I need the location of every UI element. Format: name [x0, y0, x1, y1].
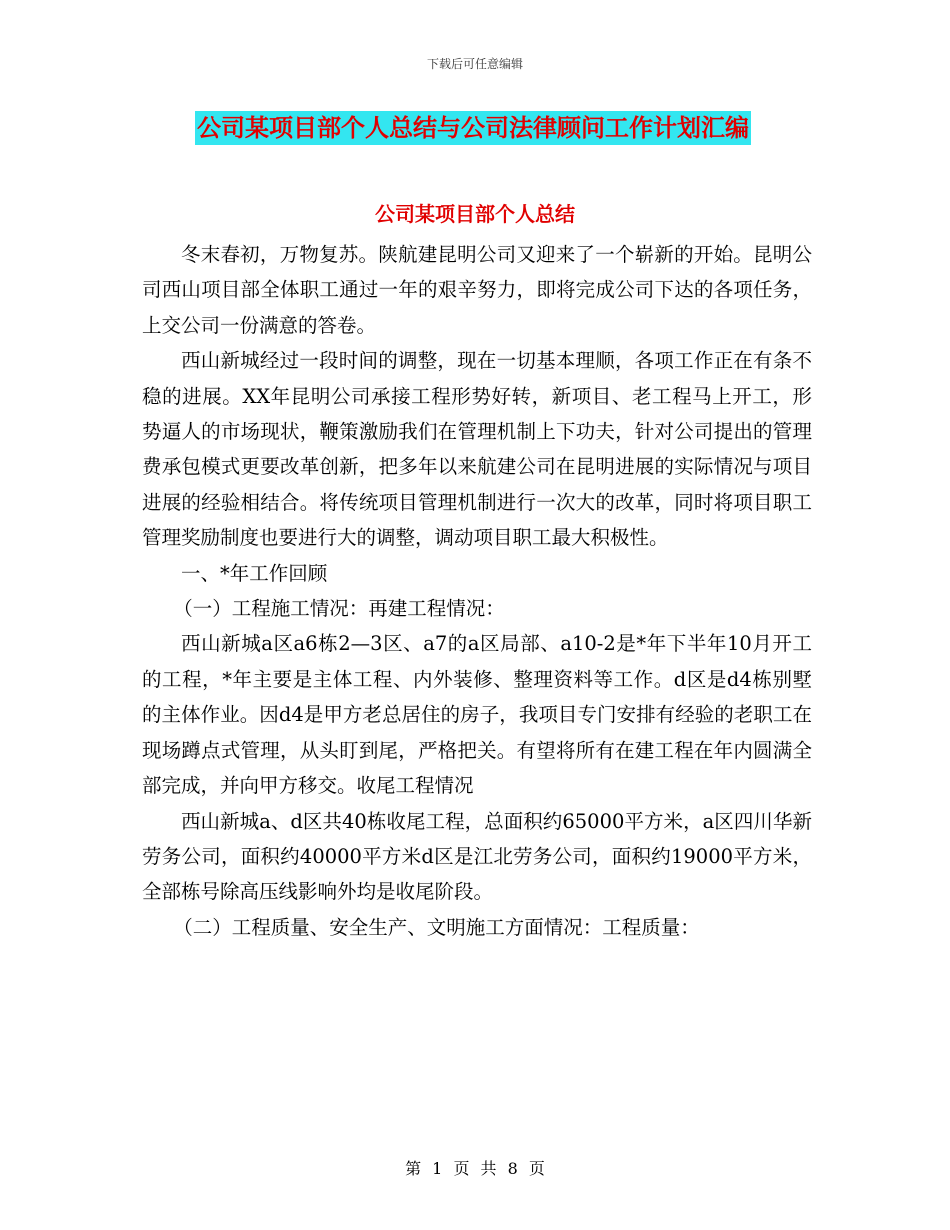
- page-footer: 第 1 页 共 8 页: [405, 1159, 545, 1178]
- heading-year-review: 一、*年工作回顾: [181, 561, 328, 585]
- section-title: 公司某项目部个人总结: [375, 202, 575, 226]
- paragraph-adjustment: 西山新城经过一段时间的调整，现在一切基本理顺，各项工作正在有条不稳的进展。XX年昆明公司承接工程形势好转，新项目、老工程马上开工，形势逼人的市场现状，鞭策激励我们在管理机制上下功夫，针对公司提出的管理费承包模式更要改革创新，把多年以来航建公司在昆明进展的实际情况与项目进展的经验相结合。将传统项目管理机制进行一次大的改革，同时将项目职工管理奖励制度也要进行大的调整，调动项目职工最大积极性。: [142, 349, 812, 550]
- heading-quality: （二）工程质量、安全生产、文明施工方面情况：工程质量：: [173, 915, 700, 939]
- paragraph-finishing: 西山新城a、d区共40栋收尾工程，总面积约65000平方米，a区四川华新劳务公司，面积约40000平方米d区是江北劳务公司，面积约19000平方米，全部栋号除高压线影响外均是收尾阶段。: [142, 809, 812, 904]
- paragraph-intro: 冬末春初，万物复苏。陕航建昆明公司又迎来了一个崭新的开始。昆明公司西山项目部全体职工通过一年的艰辛努力，即将完成公司下达的各项任务，上交公司一份满意的答卷。: [142, 243, 812, 337]
- paragraph-construction: 西山新城a区a6栋2—3区、a7的a区局部、a10-2是*年下半年10月开工的工程，*年主要是主体工程、内外装修、整理资料等工作。d区是d4栋别墅的主体作业。因d4是甲方老总居住的房子，我项目专门安排有经验的老职工在现场蹲点式管理，从头盯到尾，严格把关。有望将所有在建工程在年内圆满全部完成，并向甲方移交。收尾工程情况: [142, 632, 812, 798]
- document-title: 公司某项目部个人总结与公司法律顾问工作计划汇编: [195, 111, 751, 145]
- header-note: 下载后可任意编辑: [426, 57, 523, 71]
- document-body: [142, 237, 812, 945]
- heading-construction: （一）工程施工情况：再建工程情况：: [173, 597, 505, 621]
